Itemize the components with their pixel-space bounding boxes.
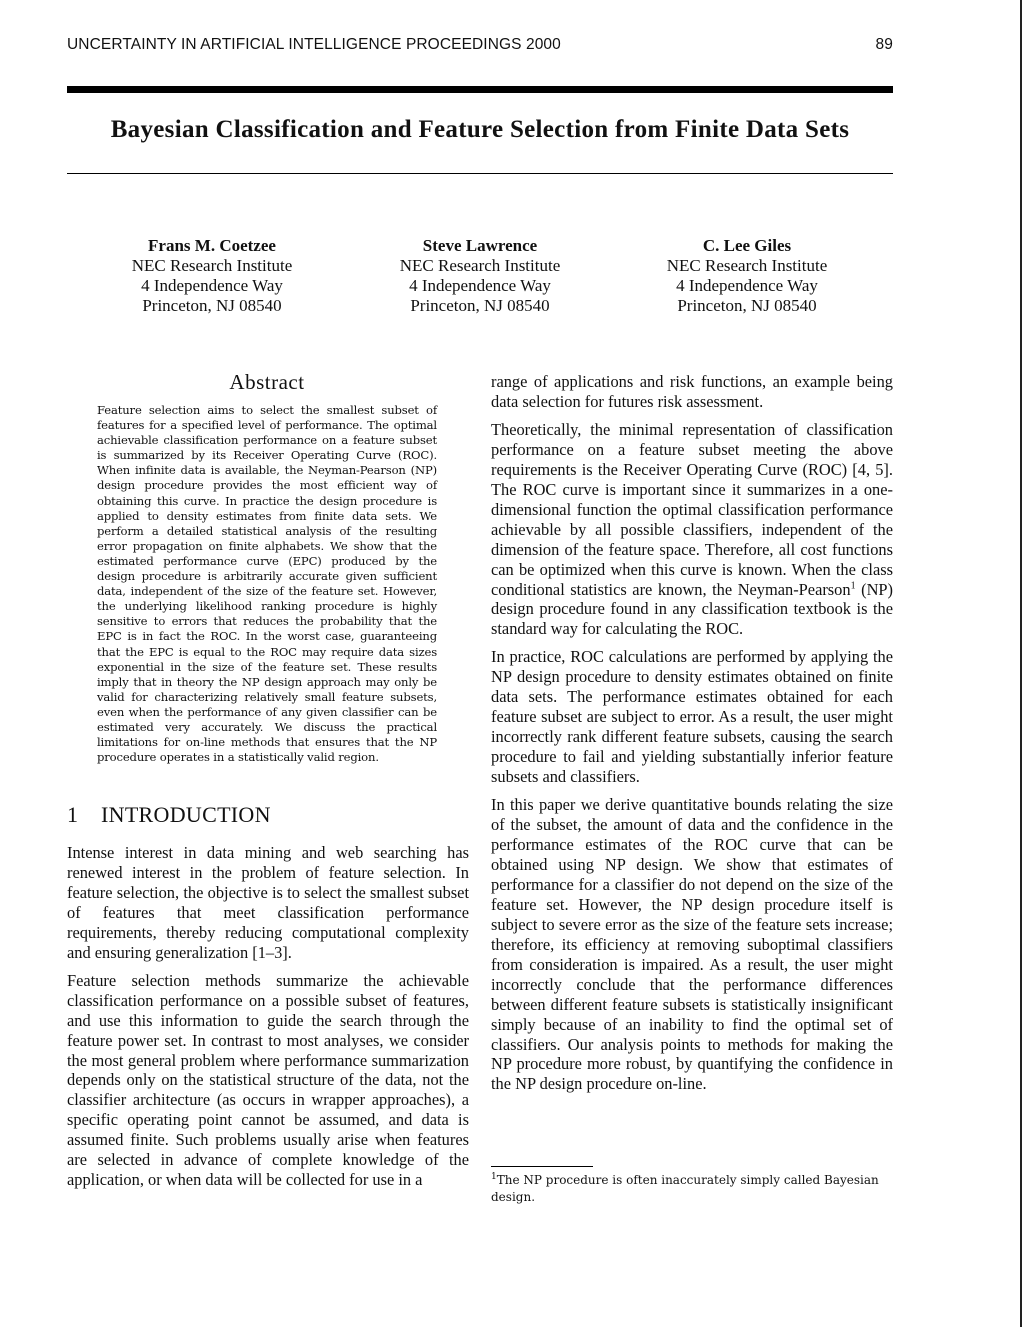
author-2 xyxy=(350,236,610,316)
right-column xyxy=(491,372,893,1102)
title-rule-bottom xyxy=(67,173,893,174)
author-city: Princeton, NJ 08540 xyxy=(142,296,282,315)
author-city: Princeton, NJ 08540 xyxy=(677,296,817,315)
author-affiliation: NEC Research Institute xyxy=(666,256,828,275)
footnote-number: 1 xyxy=(491,1172,497,1182)
running-head xyxy=(67,36,893,54)
author-name: Frans M. Coetzee xyxy=(148,236,276,255)
author-affiliation: NEC Research Institute xyxy=(399,256,561,275)
paragraph-text: Theoretically, the minimal representation of classification performance on a feature subset meeting the above requirements is the Receiver Operating Curve (ROC) [4, 5]. The ROC curve is important since it summarizes in a one-dimensional function the optimal classification performance achievable by all possible classifiers, independent of the dimension of the feature space. Therefore, all cost functions can be optimized when this curve is known. When the class conditional statistics are known, the Neyman-Pearson xyxy=(491,419,893,599)
abstract-text: Feature selection aims to select the smallest subset of features for a specified level of performance. The optimal achievable classification performance on a feature subset is summarized by its Receiver Operating Curve (ROC). When infinite data is available, the Neyman-Pearson (NP) design procedure provides the most efficient way of obtaining this curve. In practice the design procedure is applied to density estimates from finite data sets. We perform a detailed statistical analysis of the resulting error propagation on finite alphabets. We show that the estimated performance curve (EPC) produced by the design procedure is arbitrarily accurate given sufficient data, independent of the size of the feature set. However, the underlying likelihood ranking procedure is highly sensitive to errors that reduces the probability that the EPC is in fact the ROC. In the worst case, guaranteeing that the EPC is equal to the ROC may require data sizes exponential in the size of the feature set. These results imply that in theory the NP design approach may only be valid for characterizing relatively small feature subsets, even when the performance of any given classifier can be estimated very accurately. We discuss the practical limitations for on-line methods that ensures that the NP procedure operates in a statistically valid region. xyxy=(97,403,437,765)
footnote-rule xyxy=(491,1166,593,1167)
paragraph: Intense interest in data mining and web searching has renewed interest in the problem of feature selection. In feature selection, the objective is to select the smallest subset of features that meet classification performance requirements, thereby reducing computational complexity and ensuring generalization [1–3]. xyxy=(67,843,469,962)
page-number: 89 xyxy=(875,36,893,53)
paragraph xyxy=(491,420,893,639)
author-street: 4 Independence Way xyxy=(676,276,818,295)
paragraph: In this paper we derive quantitative bounds relating the size of the subset, the amount of data and the confidence in the performance estimates of the ROC curve that can be obtained using NP design. We show that estimates of performance for a classifier do not depend on the size of the feature set. However, the NP design procedure itself is subject to severe error as the size of the feature sets increase; therefore, its efficiency at removing suboptimal classifiers from consideration is impaired. As a result, the user might incorrectly conclude that the performance differences between different feature subsets is statistically insignificant simply because of an inability to find the optimal set of classifiers. Our analysis points to methods for making the NP procedure more robust, by quantifying the confidence in the NP design procedure on-line. xyxy=(491,795,893,1094)
proceedings-title: UNCERTAINTY IN ARTIFICIAL INTELLIGENCE PROCEEDINGS 2000 xyxy=(67,36,561,53)
paragraph-text: (NP) design procedure found in any classification textbook is the standard way for calculating the ROC. xyxy=(491,579,893,639)
author-name: C. Lee Giles xyxy=(702,236,792,255)
footnote xyxy=(491,1172,893,1206)
author-street: 4 Independence Way xyxy=(409,276,551,295)
footnote-mark: 1 xyxy=(850,580,856,592)
author-1 xyxy=(82,236,342,316)
section-heading xyxy=(67,802,467,828)
author-name: Steve Lawrence xyxy=(422,236,538,255)
page-edge-border xyxy=(1020,0,1022,1327)
paper-title: Bayesian Classification and Feature Selection from Finite Data Sets xyxy=(110,116,850,143)
section-title: INTRODUCTION xyxy=(101,802,271,827)
author-street: 4 Independence Way xyxy=(141,276,283,295)
author-affiliation: NEC Research Institute xyxy=(131,256,293,275)
footnote-text: The NP procedure is often inaccurately simply called Bayesian design. xyxy=(491,1173,879,1204)
author-city: Princeton, NJ 08540 xyxy=(410,296,550,315)
left-column xyxy=(67,843,469,1198)
section-number: 1 xyxy=(67,802,79,827)
paragraph: range of applications and risk functions, an example being data selection for futures risk assessment. xyxy=(491,372,893,411)
title-rule-top xyxy=(67,86,893,93)
abstract-heading: Abstract xyxy=(229,370,305,394)
paragraph: Feature selection methods summarize the achievable classification performance on a possible subset of features, and use this information to guide the search through the feature power set. In contrast to most analyses, we consider the most general problem where performance summarization depends only on the statistical structure of the data, not the classifier architecture (as occurs in wrapper approaches), a specific operating point cannot be assumed, and data is assumed finite. Such problems usually arise when features are selected in advance of complete knowledge of the application, or when data will be collected for use in a xyxy=(67,970,469,1190)
author-3 xyxy=(617,236,877,316)
paragraph: In practice, ROC calculations are performed by applying the NP design procedure to density estimates obtained on finite data sets. The performance estimates obtained for each feature subset are subject to error. As a result, the user might incorrectly rank different feature subsets, causing the search procedure to fail and yielding substantially inferior feature subsets and classifiers. xyxy=(491,647,893,787)
